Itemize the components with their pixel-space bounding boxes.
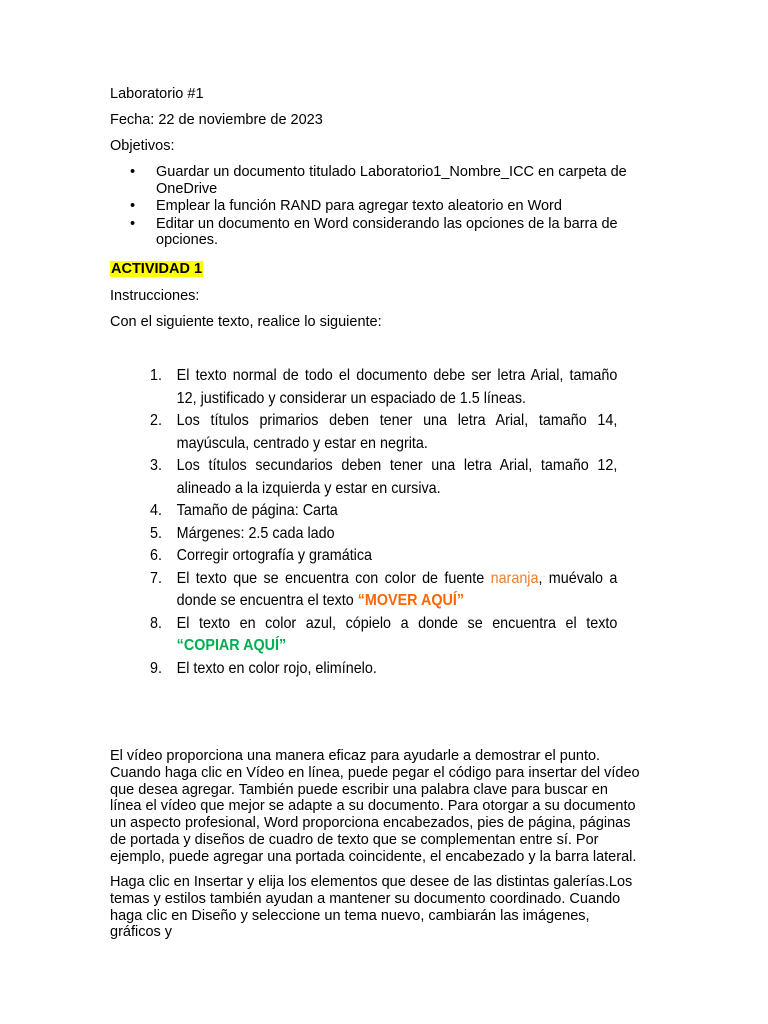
copy-here-marker: “COPIAR AQUÍ”: [176, 637, 287, 654]
list-item: 4. Tamaño de página: Carta: [150, 502, 338, 519]
instructions-list: [150, 365, 617, 680]
instructions-intro: Con el siguiente texto, realice lo siguiente:: [110, 314, 382, 330]
list-item: • Guardar un documento titulado Laboratorio1_Nombre_ICC en carpeta de OneDrive: [130, 164, 627, 197]
list-item: 5. Márgenes: 2.5 cada lado: [150, 524, 335, 542]
document-title: Laboratorio #1: [110, 86, 204, 102]
bullet-icon: •: [130, 215, 136, 232]
list-item: 2. Los títulos primarios deben tener una letra Arial, tamaño 14, mayúscula, centrado y estar en negrita.: [150, 412, 618, 452]
body-paragraph: Haga clic en Insertar y elija los elementos que desee de las distintas galerías.Los temas y estilos también ayudan a mantener su documento coordinado. Cuando haga clic en Diseño y seleccione un tema nuevo, cambiarán las imágenes, gráficos y: [110, 874, 633, 941]
list-item: 1. El texto normal de todo el documento debe ser letra Arial, tamaño 12, justificado y considerar un espaciado de 1.5 líneas.: [150, 367, 618, 407]
list-item: 3. Los títulos secundarios deben tener una letra Arial, tamaño 12, alineado a la izquierda y estar en cursiva.: [150, 457, 618, 497]
list-item: • Emplear la función RAND para agregar texto aleatorio en Word: [130, 198, 562, 214]
move-here-marker: “MOVER AQUÍ”: [357, 592, 465, 609]
instructions-label: Instrucciones:: [110, 288, 200, 304]
list-item: 7. El texto que se encuentra con color de fuente naranja, muévalo a donde se encuentra el texto “MOVER AQUÍ”: [150, 569, 618, 609]
list-item: 9. El texto en color rojo, elimínelo.: [150, 659, 377, 677]
objectives-list: [110, 164, 630, 250]
list-item: • Editar un documento en Word considerando las opciones de la barra de opciones.: [130, 215, 618, 248]
activity-heading: [110, 261, 203, 278]
orange-text: naranja: [490, 569, 539, 587]
objectives-label: Objetivos:: [110, 138, 175, 154]
bullet-icon: •: [130, 198, 136, 214]
bullet-icon: •: [130, 164, 136, 180]
list-item: 8. El texto en color azul, cópielo a donde se encuentra el texto “COPIAR AQUÍ”: [150, 614, 618, 654]
activity-label: ACTIVIDAD 1: [111, 261, 203, 277]
list-item: 6. Corregir ortografía y gramática: [150, 547, 373, 564]
document-date: Fecha: 22 de noviembre de 2023: [110, 112, 323, 128]
body-paragraph: El vídeo proporciona una manera eficaz para ayudarle a demostrar el punto. Cuando haga clic en Vídeo en línea, puede pegar el código para insertar del vídeo que desea agregar. También puede escribir una palabra clave para buscar en línea el vídeo que mejor se adapte a su documento. Para otorgar a su documento un aspecto profesional, Word proporciona encabezados, pies de página, páginas de portada y diseños de cuadro de texto que se complementan entre sí. Por ejemplo, puede agregar una portada coincidente, el encabezado y la barra lateral.: [110, 748, 640, 865]
